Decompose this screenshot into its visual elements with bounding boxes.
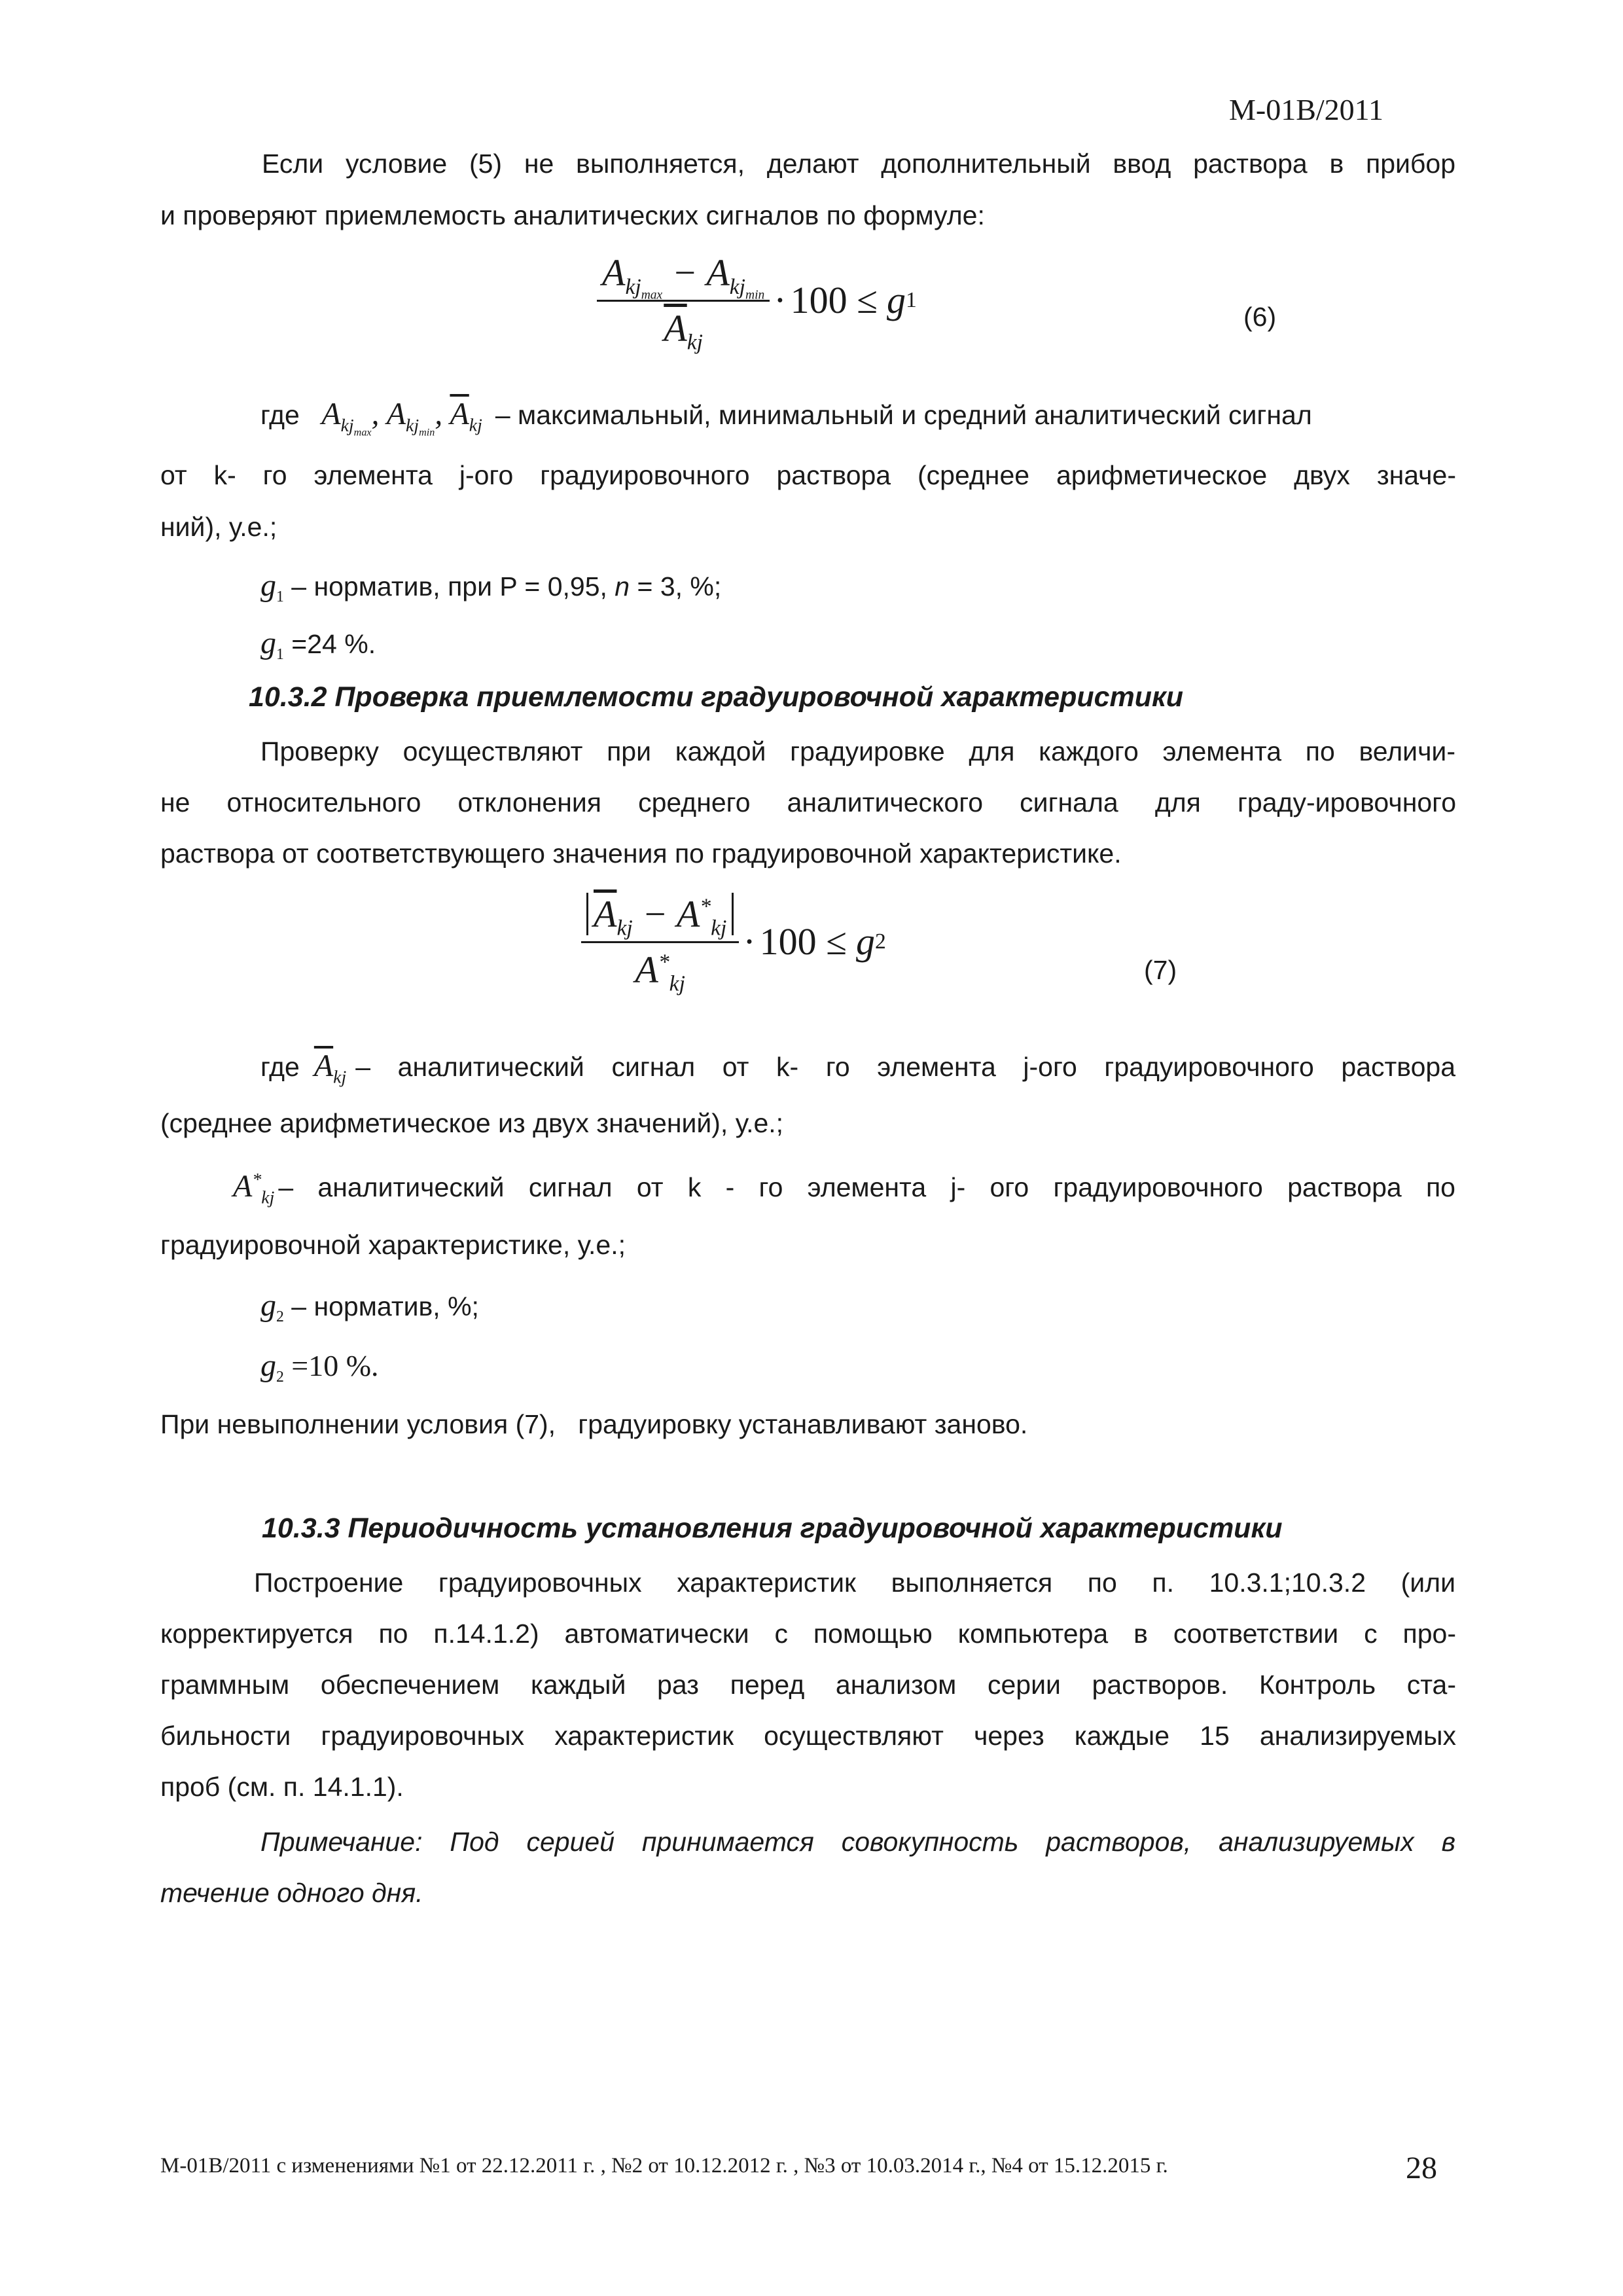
formula-6-inequality: 100 ≤ bbox=[790, 279, 878, 322]
def-line-2: от k- го элемента j-ого градуировочного раствора (среднее арифметическое двух значе- bbox=[160, 460, 1456, 490]
formula-7-numerator: $\overline{A}_{kj} - A^*_{kj}$ bbox=[581, 891, 739, 943]
g1-definition: $g_1$ – норматив, при P = 0,95, n = 3, %; bbox=[260, 568, 722, 606]
formula-7-fraction bbox=[581, 891, 739, 996]
g2-value: $g_2 =10$ %. bbox=[260, 1348, 379, 1386]
intro-line-2: и проверяют приемлемость аналитических сигналов по формуле: bbox=[160, 200, 985, 230]
intro-line-1: Если условие (5) не выполняется, делают дополнительный ввод раствора в прибор bbox=[262, 149, 1455, 179]
s1032-line-1: Проверку осуществляют при каждой градуировке для каждого элемента по величи- bbox=[260, 736, 1455, 766]
s1032-line-2: не относительного отклонения среднего аналитического сигнала для граду-ировочного bbox=[160, 787, 1456, 817]
section-10-3-3-heading: 10.3.3 Периодичность установления градуировочной характеристики bbox=[262, 1513, 1283, 1544]
def-astar-line-1: $A^*_{kj}$ – аналитический сигнал от k - го элемента j- ого градуировочного раствора по bbox=[233, 1169, 1455, 1208]
s1033-line-4: бильности градуировочных характеристик осуществляют через каждые 15 анализируемых bbox=[160, 1721, 1456, 1751]
page-number: 28 bbox=[1406, 2151, 1437, 2185]
s1033-line-2: корректируется по п.14.1.2) автоматически с помощью компьютера в соответствии с про- bbox=[160, 1619, 1456, 1649]
def-astar-line-2: градуировочной характеристике, у.е.; bbox=[160, 1230, 626, 1260]
formula-6-number: (6) bbox=[1243, 302, 1277, 332]
formula-6-fraction bbox=[597, 250, 770, 355]
formula-7-denominator: $A^*_{kj}$ bbox=[635, 948, 685, 996]
g1-value: $g_1 =24$ %. bbox=[260, 626, 376, 664]
def-a-line-2: (среднее арифметическое из двух значений), у.е.; bbox=[160, 1108, 784, 1138]
def-line-1: где $A_{kj_{max}}$, $A_{kj_{min}}$, $\overline{A}_{kj}$ – максимальный, минимальный и средний аналитический сигнал bbox=[260, 397, 1312, 439]
document-code: М-01В/2011 bbox=[1229, 93, 1383, 126]
formula-6-numerator: $A_{kj_{max}} - A_{kj_{min}}$ bbox=[597, 250, 770, 302]
note-line-1: Примечание: Под серией принимается совокупность растворов, анализируемых в bbox=[260, 1827, 1455, 1857]
g2-definition: $g_2$ – норматив, %; bbox=[260, 1288, 479, 1326]
formula-7: $\frac{\overline{A}_{kj} - A^*_{kj}}{A^*_{kj}}$ · 100 ≤ g 2 bbox=[581, 891, 886, 992]
s1033-line-3: граммным обеспечением каждый раз перед анализом серии растворов. Контроль ста- bbox=[160, 1670, 1456, 1700]
s1032-line-3: раствора от соответствующего значения по градуировочной характеристике. bbox=[160, 838, 1122, 869]
def-a-line-1: где $\overline{A}_{kj}$ – аналитический сигнал от k- го элемента j-ого градуировочного раствора bbox=[260, 1049, 1455, 1088]
formula-7-inequality: 100 ≤ bbox=[759, 920, 847, 963]
formula-7-number: (7) bbox=[1144, 955, 1177, 985]
s1033-line-1: Построение градуировочных характеристик выполняется по п. 10.3.1;10.3.2 (или bbox=[254, 1568, 1455, 1598]
fail-statement: При невыполнении условия (7), градуировку устанавливают заново. bbox=[160, 1409, 1028, 1439]
def-line-3: ний), у.е.; bbox=[160, 512, 277, 542]
formula-6-denominator: $\overline{A}_{kj}$ bbox=[664, 306, 703, 355]
footer-revisions: М-01В/2011 с изменениями №1 от 22.12.2011 г. , №2 от 10.12.2012 г. , №3 от 10.03.2014 г., №4 от 15.12.2015 г. bbox=[160, 2154, 1168, 2178]
note-line-2: течение одного дня. bbox=[160, 1878, 423, 1908]
section-10-3-2-heading: 10.3.2 Проверка приемлемости градуировочной характеристики bbox=[249, 681, 1184, 713]
s1033-line-5: проб (см. п. 14.1.1). bbox=[160, 1772, 404, 1802]
formula-6: $\frac{A_{kj_{max}} - A_{kj_{min}}}{\overline{A}_{kj}}$ · 100 ≤ g 1 bbox=[597, 250, 917, 351]
